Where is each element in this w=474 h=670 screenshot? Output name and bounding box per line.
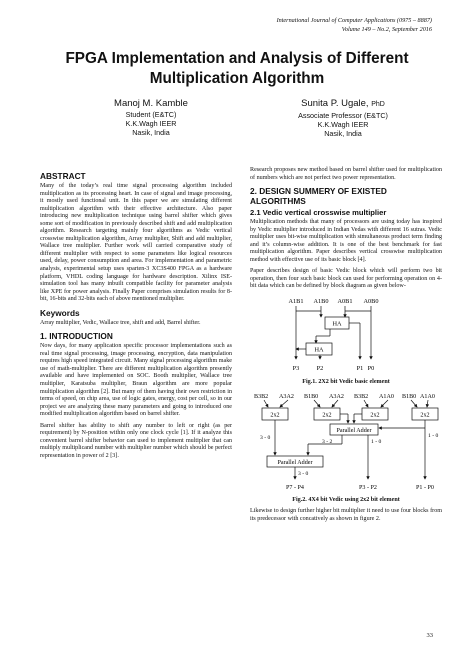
- fig2-block-1: 2x2: [270, 412, 280, 419]
- fig2-parallel-adder-1: Parallel Adder: [336, 427, 372, 434]
- section-2-paragraph-1: Multiplication methods that many of processors are using today has inspired by Vedic multiplier introduced in Indian Vedas with different 16 sutras. Vedic multiplier uses bit-wise multiplication with simultaneous product term finding and it’s column-wise addition. It is one of the best benchmark for fast multiplication algorithm. Paper describes vertical crosswise multiplication method with effective use of its basic block [4].: [250, 219, 442, 263]
- introduction-paragraph-1: Now days, for many application specific processor implementations such as real time signal processing, image processing, encryption, data manipulation requires high speed integrated circuit. Many signal processing algorithm make use of math-multiplier. There are different multiplication algorithm presently available and have implemented on SOC. Booth multiplier, Wallace tree multiplier, Karatsuba multiplier, Braun algorithm are more popular multiplication algorithm [2]. But many of them having their own restriction in terms of speed, on chip area, use of logic gates, energy, cost per cell, so in our project we are analyzing these many parameters and going to introduced one modified multiplication algorithm based on barrel shifter.: [40, 343, 232, 418]
- fig2-label-5: 3 - 0: [298, 470, 309, 477]
- fig2-input-4: A3A2: [329, 393, 344, 400]
- fig2-block-2: 2x2: [322, 412, 332, 419]
- fig1-output-p3: P3: [292, 365, 300, 373]
- introduction-paragraph-2: Barrel shifter has ability to shift any number to left or right (as per requirement) by N-position within only one clock cycle [1]. If it analyze this convenient barrel shifter behavior can used to implement multiplier that can multiply multiplicand number with multiplier number which should be perfect representation in power of 2 [3].: [40, 422, 232, 459]
- fig1-input-1: A1B1: [288, 298, 304, 306]
- abstract-text: Many of the today’s real time signal processing algorithm included multiplication as its processing heart. In case of signal and image processing, it mostly used functional unit. In this paper we are simulating different multiplication algorithm with their effective architecture. Also paper introducing new multiplication technique using barrel shifter which gives some sort of modification in previously described shift and add multiplication algorithm. Research targeting mainly four algorithms as Vedic vertical crosswise multiplication algorithm, Array multiplier, Shift and add multiplier, Wallace tree multiplier. Further work will carried comparative study of different multiplier with respect to some parameters like logical resources used, delay, power consumption and area. For implementation and parametric analysis, experimental setup uses sparten-3 XC3S400 FPGA as a hardware platform, VHDL coding language for hardware description. Xilinx ISE-simulation tool has many inbuilt compatible facility for parameter analysis like XPE for power analysis. Finally Paper comprises simulation results for 8-bit, 16-bits and 32-bits each of above mentioned multiplier.: [40, 183, 232, 303]
- fig2-output-2: P3 - P2: [359, 484, 377, 491]
- right-intro-paragraph: Research proposes new method based on barrel shifter used for multiplication of numbers which are not perfect two power representation.: [250, 167, 442, 181]
- author-2-affiliation-2: K.K.Wagh IEER: [317, 120, 369, 129]
- author-2-affiliation-3: Nasik, India: [324, 129, 362, 138]
- right-column: [250, 167, 442, 527]
- fig2-label-4: 1 - 0: [428, 432, 439, 439]
- author-2-degree: PhD: [371, 101, 385, 108]
- page-number: 33: [426, 632, 433, 639]
- author-1: [86, 98, 216, 137]
- fig2-input-1: B3B2: [254, 393, 269, 400]
- fig2-input-3: B1B0: [304, 393, 319, 400]
- fig1-output-p2: P2: [316, 365, 324, 373]
- fig1-input-4: A0B0: [363, 298, 379, 306]
- fig2-label-3: 1 - 0: [371, 438, 382, 445]
- fig2-output-1: P7 - P4: [286, 484, 304, 491]
- introduction-heading: 1. INTRODUCTION: [40, 331, 113, 342]
- fig2-diagram: [250, 391, 442, 495]
- fig1-input-3: A0B1: [337, 298, 353, 306]
- journal-volume: Volume 149 – No.2, September 2016: [341, 26, 432, 33]
- fig1-output-p0: P0: [367, 365, 375, 373]
- author-1-name: Manoj M. Kamble: [114, 98, 188, 109]
- author-2-affiliation-1: Associate Professor (E&TC): [298, 111, 388, 120]
- fig2-input-7: B1B0: [402, 393, 417, 400]
- fig2-block-3: 2x2: [370, 412, 380, 419]
- fig2-input-5: B3B2: [354, 393, 369, 400]
- fig2-input-2: A3A2: [279, 393, 294, 400]
- fig1-diagram: [250, 295, 442, 377]
- after-figure-paragraph: Likewise to design further higher bit multiplier it need to use four blocks from its predecessor with concatively as shown in figure 2.: [250, 508, 442, 522]
- section-2-1-heading: 2.1 Vedic vertical crosswise multiplier: [250, 208, 387, 218]
- section-2-paragraph-2: Paper describes design of basic Vedic block which will perform two bit operation, then four such basic block can used for performing operation on 4-bit data which can be defined by block diagram as given below-: [250, 268, 442, 290]
- keywords-text: Array multiplier, Vedic, Wallace tree, shift and add, Barrel shifter.: [40, 319, 201, 326]
- fig2-label-2: 3 - 2: [322, 438, 333, 445]
- fig2-caption: Fig.2. 4X4 bit Vedic using 2x2 bit element: [292, 496, 400, 503]
- fig1-caption: Fig.1. 2X2 bit Vedic basic element: [302, 379, 390, 386]
- fig2-output-3: P1 - P0: [416, 484, 434, 491]
- section-2-heading: 2. DESIGN SUMMERY OF EXISTED ALGORITHMS: [250, 186, 387, 207]
- author-1-affiliation-1: Student (E&TC): [125, 110, 177, 119]
- abstract-heading: ABSTRACT: [40, 171, 86, 181]
- fig2-label-1: 3 - 0: [260, 434, 271, 441]
- left-column: [40, 168, 232, 465]
- paper-title: FPGA Implementation and Analysis of Different Multiplication Algorithm: [65, 50, 409, 87]
- fig2-parallel-adder-2: Parallel Adder: [277, 459, 313, 466]
- author-1-affiliation-3: Nasik, India: [132, 128, 170, 137]
- author-2-name: [278, 98, 408, 111]
- author-1-affiliation-2: K.K.Wagh IEER: [125, 119, 177, 128]
- fig1-output-p1: P1: [356, 365, 364, 373]
- fig1-ha-block-2: HA: [314, 346, 324, 354]
- fig1-ha-block-1: HA: [332, 320, 342, 328]
- keywords-heading: Keywords: [40, 307, 80, 318]
- journal-header: [277, 16, 432, 34]
- fig2-block-4: 2x2: [420, 412, 430, 419]
- author-2-name-text: Sunita P. Ugale,: [301, 98, 369, 109]
- author-2: [278, 98, 408, 138]
- journal-name: International Journal of Computer Applications (0975 – 8887): [276, 17, 432, 24]
- fig2-input-8: A1A0: [420, 393, 435, 400]
- fig1-input-2: A1B0: [313, 298, 329, 306]
- fig2-input-6: A1A0: [379, 393, 394, 400]
